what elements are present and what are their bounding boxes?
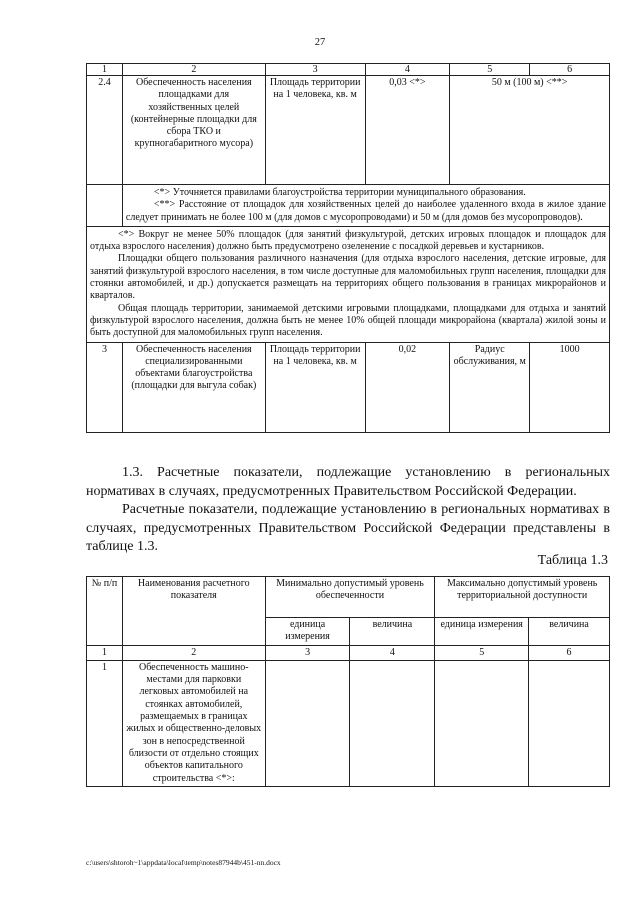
index-cell: 3 xyxy=(265,645,350,660)
empty-cell xyxy=(529,660,610,786)
col-header-name: Наименования расчетного показателя xyxy=(122,577,265,646)
row-number: 1 xyxy=(87,660,123,786)
col-header-num: № п/п xyxy=(87,577,123,646)
index-cell: 2 xyxy=(122,64,265,76)
note-text: Общая площадь территории, занимаемой детскими игровыми площадками, площадками для отдыха и занятий физкультурой взрослого населения, должна быть не менее 10% общей площади микрорайона (квартала) жилой зоны и быть доступной для маломобильных групп населения. xyxy=(90,302,606,339)
index-cell: 1 xyxy=(87,645,123,660)
max-unit-cell: Радиус обслуживания, м xyxy=(450,342,530,432)
max-cell: 50 м (100 м) <**> xyxy=(450,76,610,185)
col-header-max: Максимально допустимый уровень территориальной доступности xyxy=(435,577,610,618)
unit-cell: Площадь территории на 1 человека, кв. м xyxy=(265,342,365,432)
empty-cell xyxy=(435,660,529,786)
row-number: 2.4 xyxy=(87,76,123,185)
sub-header-value: величина xyxy=(529,618,610,646)
sub-header-value: величина xyxy=(350,618,435,646)
table-index-row xyxy=(87,64,610,76)
indicator-name: Обеспеченность населения специализированными объектами благоустройства (площадки для выгула собак) xyxy=(122,342,265,432)
empty-cell xyxy=(350,660,435,786)
row-number: 3 xyxy=(87,342,123,432)
paragraph: Расчетные показатели, подлежащие установлению в региональных нормативах в случаях, предусмотренных Правительством Российской Федерации представлены в таблице 1.3. xyxy=(86,502,610,554)
wide-notes-cell xyxy=(87,226,610,342)
index-cell: 6 xyxy=(529,645,610,660)
table-continued xyxy=(86,63,610,433)
index-cell: 3 xyxy=(265,64,365,76)
paragraph: 1.3. Расчетные показатели, подлежащие установлению в региональных нормативах в случаях, предусмотренных Правительством Российской Федерации. xyxy=(86,465,610,499)
section-text xyxy=(86,464,610,557)
unit-cell: Площадь территории на 1 человека, кв. м xyxy=(265,76,365,185)
notes-row xyxy=(87,185,610,227)
wide-notes-row xyxy=(87,226,610,342)
index-cell: 6 xyxy=(530,64,610,76)
note-text: <*> Вокруг не менее 50% площадок (для занятий физкультурой, детских игровых площадок и площадок для отдыха взрослого населения) должно быть предусмотрено озеленение с посадкой деревьев и кустарников. xyxy=(90,228,606,253)
sub-header-unit: единица измерения xyxy=(435,618,529,646)
value-cell: 0,03 <*> xyxy=(365,76,450,185)
table-index-row xyxy=(87,645,610,660)
index-cell: 5 xyxy=(435,645,529,660)
note-text: <*> Уточняется правилами благоустройства территории муниципального образования. xyxy=(153,187,526,198)
index-cell: 4 xyxy=(350,645,435,660)
indicator-name: Обеспеченность машино-местами для парковки легковых автомобилей на стоянках автомобилей, размещаемых в границах жилых и общественно-деловых зон в непосредственной близости от отдельно стоящих объектов капитального строительства <*>: xyxy=(122,660,265,786)
indicator-name: Обеспеченность населения площадками для хозяйственных целей (контейнерные площадки для сбора ТКО и крупногабаритного мусора) xyxy=(122,76,265,185)
sub-header-unit: единица измерения xyxy=(265,618,350,646)
index-cell: 5 xyxy=(450,64,530,76)
table-row xyxy=(87,660,610,786)
table-header-row xyxy=(87,577,610,618)
note-text: Площадки общего пользования различного назначения (для отдыха взрослого населения, детские игровые, для занятий физкультурой взрослого населения, в том числе доступные для маломобильных групп населения, площадки для стоянки автомобилей, и др.) допускается размещать на территориях общего пользования в границах микрорайонов и кварталов. xyxy=(90,253,606,302)
table-row xyxy=(87,76,610,185)
empty-cell xyxy=(265,660,350,786)
max-value-cell: 1000 xyxy=(530,342,610,432)
index-cell: 4 xyxy=(365,64,450,76)
table-row xyxy=(87,342,610,432)
page-number: 27 xyxy=(314,37,326,48)
index-cell: 2 xyxy=(122,645,265,660)
col-header-min: Минимально допустимый уровень обеспеченности xyxy=(265,577,435,618)
file-path-footer: c:\users\shtoroh~1\appdata\local\temp\notes87944b\451-nn.docx xyxy=(86,858,281,867)
value-cell: 0,02 xyxy=(365,342,450,432)
notes-cell xyxy=(122,185,609,227)
note-text: <**> Расстояние от площадок для хозяйственных целей до наиболее удаленного входа в жилое здание следует принимать не более 100 м (для домов с мусоропроводами) и 50 м (для домов без мусоропроводов). xyxy=(125,199,606,223)
index-cell: 1 xyxy=(87,64,123,76)
table-caption: Таблица 1.3 xyxy=(537,553,608,568)
table-1-3 xyxy=(86,576,610,787)
